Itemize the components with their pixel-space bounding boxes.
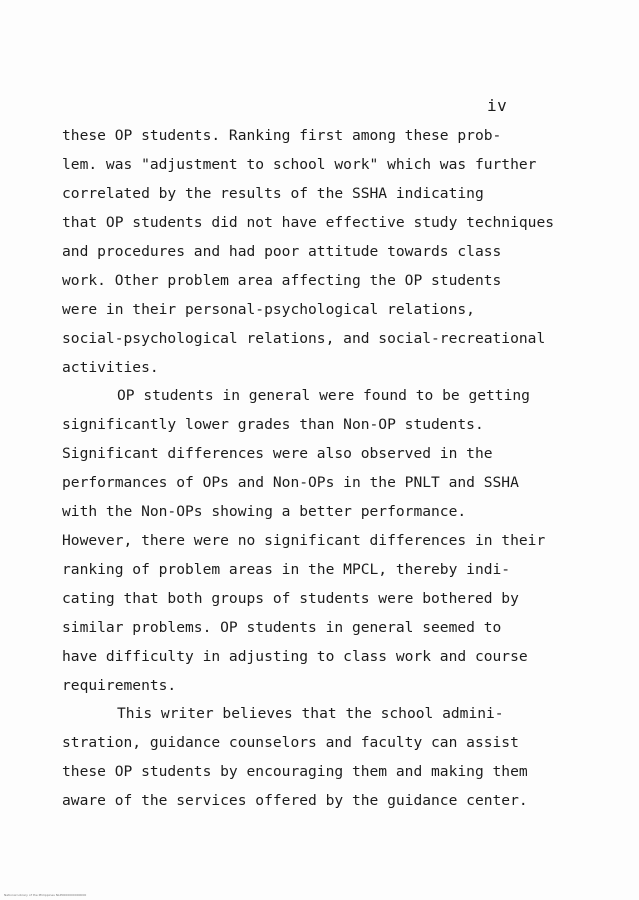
text-line: requirements. <box>62 677 177 694</box>
text-line: these OP students. Ranking first among these prob- <box>62 127 502 144</box>
text-line: with the Non-OPs showing a better performance. <box>62 503 467 520</box>
text-line: these OP students by encouraging them and making them <box>62 763 528 780</box>
text-line: cating that both groups of students were bothered by <box>62 590 519 607</box>
text-line: correlated by the results of the SSHA indicating <box>62 185 484 202</box>
paragraph-3 <box>62 699 602 815</box>
text-line: have difficulty in adjusting to class work and course <box>62 648 528 665</box>
text-line: were in their personal-psychological relations, <box>62 301 475 318</box>
text-line: performances of OPs and Non-OPs in the PNLT and SSHA <box>62 474 519 491</box>
text-line: similar problems. OP students in general seemed to <box>62 619 502 636</box>
page-number: iv <box>487 96 508 115</box>
footer-credit: National Library of the Philippines NLP0000000000000 <box>4 893 87 897</box>
text-line: activities. <box>62 359 159 376</box>
text-line: and procedures and had poor attitude towards class <box>62 243 502 260</box>
text-line: work. Other problem area affecting the OP students <box>62 272 502 289</box>
text-line: ranking of problem areas in the MPCL, thereby indi- <box>62 561 511 578</box>
paragraph-1 <box>62 121 602 382</box>
text-line-indented: This writer believes that the school admini- <box>117 705 504 722</box>
text-line: However, there were no significant differences in their <box>62 532 546 549</box>
text-line: Significant differences were also observed in the <box>62 445 493 462</box>
text-line: significantly lower grades than Non-OP students. <box>62 416 484 433</box>
text-line: stration, guidance counselors and faculty can assist <box>62 734 519 751</box>
text-line-indented: OP students in general were found to be getting <box>117 387 530 404</box>
text-line: aware of the services offered by the guidance center. <box>62 792 528 809</box>
text-line: social-psychological relations, and social-recreational <box>62 330 546 347</box>
text-line: lem. was "adjustment to school work" which was further <box>62 156 537 173</box>
paragraph-2 <box>62 381 602 700</box>
text-line: that OP students did not have effective study techniques <box>62 214 555 231</box>
